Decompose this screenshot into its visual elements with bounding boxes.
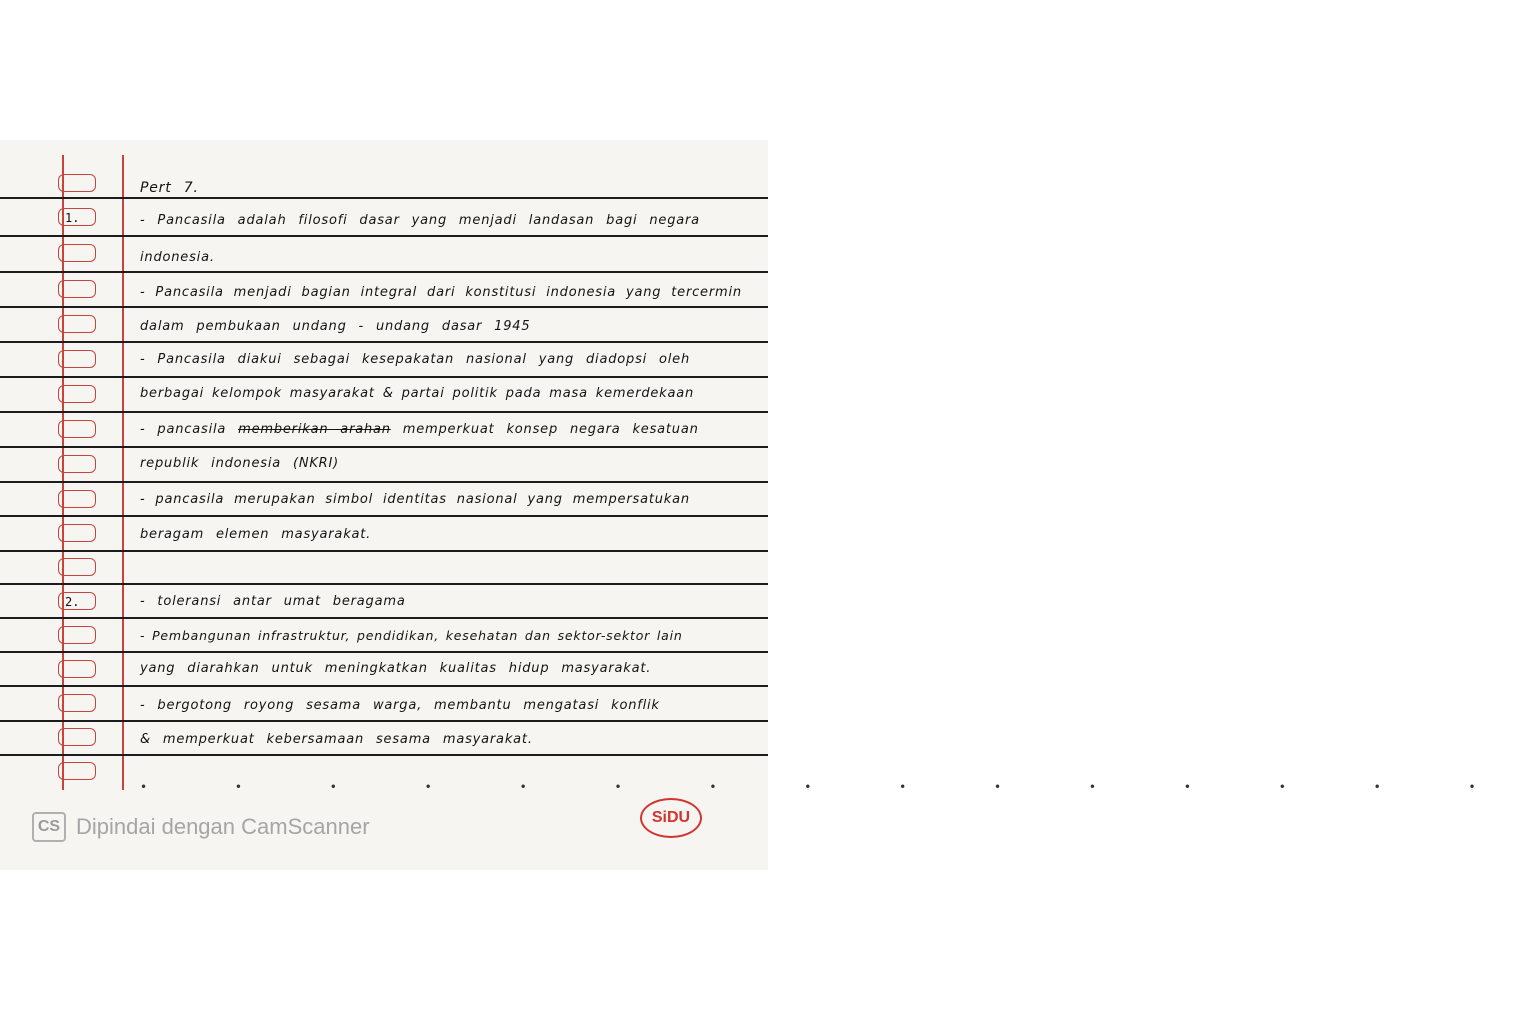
- margin-box: [58, 626, 96, 644]
- ruled-line: [0, 754, 768, 756]
- text-line: indonesia.: [140, 250, 215, 265]
- margin-box: [58, 280, 96, 298]
- text-line: beragam elemen masyarakat.: [140, 527, 372, 542]
- text-line: - Pancasila diakui sebagai kesepakatan nasional yang diadopsi oleh: [140, 352, 690, 367]
- camscanner-logo-icon: CS: [32, 812, 66, 842]
- margin-box-number-2: 2.: [58, 592, 96, 610]
- ruled-line: [0, 235, 768, 237]
- margin-box: [58, 350, 96, 368]
- text-line: - pancasila merupakan simbol identitas nasional yang mempersatukan: [140, 492, 690, 507]
- text-line: dalam pembukaan undang - undang dasar 1945: [140, 319, 531, 334]
- text-line: yang diarahkan untuk meningkatkan kualitas hidup masyarakat.: [140, 661, 652, 676]
- ruled-line: [0, 306, 768, 308]
- text-line: berbagai kelompok masyarakat & partai politik pada masa kemerdekaan: [140, 386, 695, 401]
- margin-box: [58, 660, 96, 678]
- ruled-line: [0, 617, 768, 619]
- margin-box: [58, 455, 96, 473]
- margin-box: [58, 174, 96, 192]
- camscanner-watermark: [32, 812, 370, 842]
- margin-box: [58, 420, 96, 438]
- text-line: - toleransi antar umat beragama: [140, 594, 406, 609]
- ruled-line: [0, 550, 768, 552]
- margin-box: [58, 728, 96, 746]
- margin-box: [58, 558, 96, 576]
- ruled-line: [0, 376, 768, 378]
- text-line: republik indonesia (NKRI): [140, 456, 340, 471]
- margin-box: [58, 315, 96, 333]
- margin-box: [58, 524, 96, 542]
- ruled-line: [0, 720, 768, 722]
- text-line: & memperkuat kebersamaan sesama masyarakat.: [140, 732, 533, 747]
- ruled-line: [0, 481, 768, 483]
- page-title: Pert 7.: [140, 180, 199, 196]
- sidu-logo: SiDU: [640, 798, 702, 838]
- margin-box: [58, 490, 96, 508]
- ruled-line: [0, 515, 768, 517]
- ruled-line: [0, 651, 768, 653]
- text-line: - bergotong royong sesama warga, membantu mengatasi konflik: [140, 698, 660, 713]
- ruled-line: [0, 197, 768, 199]
- text-segment: memperkuat konsep negara kesatuan: [402, 422, 699, 437]
- text-segment: - pancasila: [140, 422, 227, 437]
- text-line: - Pancasila menjadi bagian integral dari konstitusi indonesia yang tercermin: [140, 285, 742, 300]
- text-line: - Pembangunan infrastruktur, pendidikan, kesehatan dan sektor-sektor lain: [140, 628, 683, 643]
- ruled-line: [0, 271, 768, 273]
- dotted-line: • • • • • • • • • • • • • • •: [140, 780, 1518, 794]
- ruled-line: [0, 685, 768, 687]
- margin-box: [58, 385, 96, 403]
- ruled-line: [0, 411, 768, 413]
- margin-box-number-1: 1.: [58, 208, 96, 226]
- ruled-line: [0, 341, 768, 343]
- ruled-line: [0, 446, 768, 448]
- watermark-text: Dipindai dengan CamScanner: [76, 814, 370, 839]
- margin-box: [58, 762, 96, 780]
- margin-line-right: [122, 155, 124, 790]
- margin-box: [58, 244, 96, 262]
- text-line: - Pancasila adalah filosofi dasar yang menjadi landasan bagi negara: [140, 213, 700, 228]
- text-line: [140, 422, 699, 437]
- crossed-out-text: memberikan arahan: [238, 422, 391, 437]
- ruled-line: [0, 583, 768, 585]
- margin-box: [58, 694, 96, 712]
